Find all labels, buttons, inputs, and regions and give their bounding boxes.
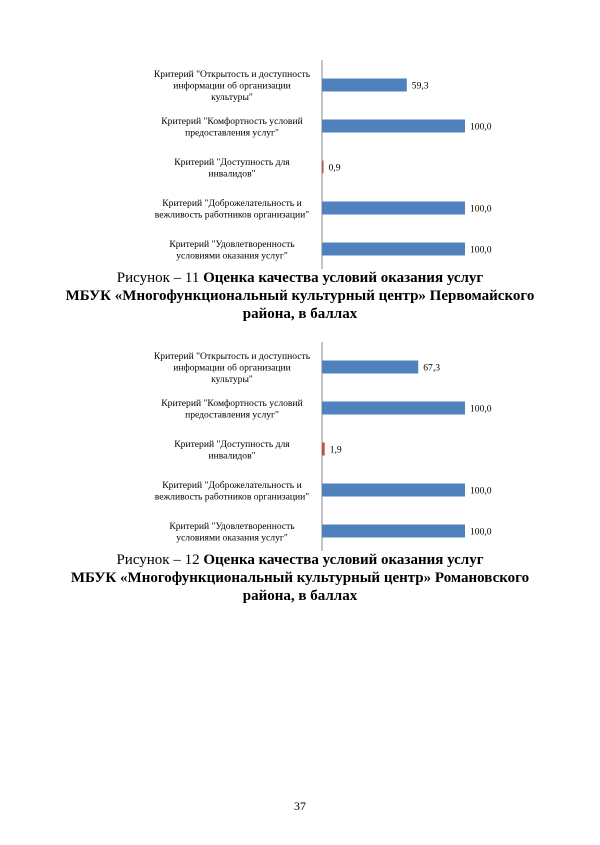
category-label: Критерий "Комфортность условий предоставления услуг" bbox=[161, 397, 303, 421]
bar bbox=[322, 161, 324, 174]
value-label: 1,9 bbox=[329, 444, 342, 456]
value-label: 100,0 bbox=[470, 526, 492, 538]
caption-title: Оценка качества условий оказания услуг bbox=[203, 552, 484, 568]
value-label: 100,0 bbox=[470, 203, 492, 215]
category-label: Критерий "Комфортность условий предоставления услуг" bbox=[161, 115, 303, 139]
category-label: Критерий "Доступность для инвалидов" bbox=[174, 156, 290, 180]
caption-lead: Рисунок – 12 bbox=[116, 552, 204, 568]
chart-figure-11 bbox=[0, 60, 600, 260]
caption-title-rest: МБУК «Многофункциональный культурный центр» Первомайского района, в баллах bbox=[65, 288, 535, 322]
bar bbox=[322, 202, 465, 215]
bar bbox=[322, 443, 325, 456]
bar bbox=[322, 79, 407, 92]
figure-caption-11 bbox=[60, 269, 540, 323]
caption-title-rest: МБУК «Многофункциональный культурный центр» Романовского района, в баллах bbox=[70, 570, 530, 604]
category-label: Критерий "Открытость и доступность информации об организации культуры" bbox=[153, 351, 311, 385]
page-number: 37 bbox=[294, 799, 306, 813]
value-label: 100,0 bbox=[470, 403, 492, 415]
bar bbox=[322, 243, 465, 256]
category-label: Критерий "Доступность для инвалидов" bbox=[174, 438, 290, 462]
category-label: Критерий "Доброжелательность и вежливость работников организации" bbox=[154, 479, 310, 503]
value-label: 0,9 bbox=[328, 162, 341, 174]
value-label: 100,0 bbox=[470, 244, 492, 256]
bar bbox=[322, 361, 418, 374]
bar-chart-12 bbox=[0, 342, 600, 542]
category-label: Критерий "Удовлетворенность условиями оказания услуг" bbox=[169, 520, 295, 544]
caption-title: Оценка качества условий оказания услуг bbox=[203, 270, 484, 286]
bar bbox=[322, 525, 465, 538]
category-label: Критерий "Открытость и доступность информации об организации культуры" bbox=[153, 69, 311, 103]
value-label: 59,3 bbox=[411, 80, 429, 92]
value-label: 100,0 bbox=[470, 121, 492, 133]
caption-lead: Рисунок – 11 bbox=[116, 270, 204, 286]
chart-figure-12 bbox=[0, 342, 600, 542]
bar-chart-11 bbox=[0, 60, 600, 260]
bar bbox=[322, 402, 465, 415]
bar bbox=[322, 120, 465, 133]
figure-caption-12 bbox=[60, 551, 540, 605]
value-label: 67,3 bbox=[423, 362, 441, 374]
category-label: Критерий "Доброжелательность и вежливость работников организации" bbox=[154, 197, 310, 221]
bar bbox=[322, 484, 465, 497]
value-label: 100,0 bbox=[470, 485, 492, 497]
category-label: Критерий "Удовлетворенность условиями оказания услуг" bbox=[169, 238, 295, 262]
